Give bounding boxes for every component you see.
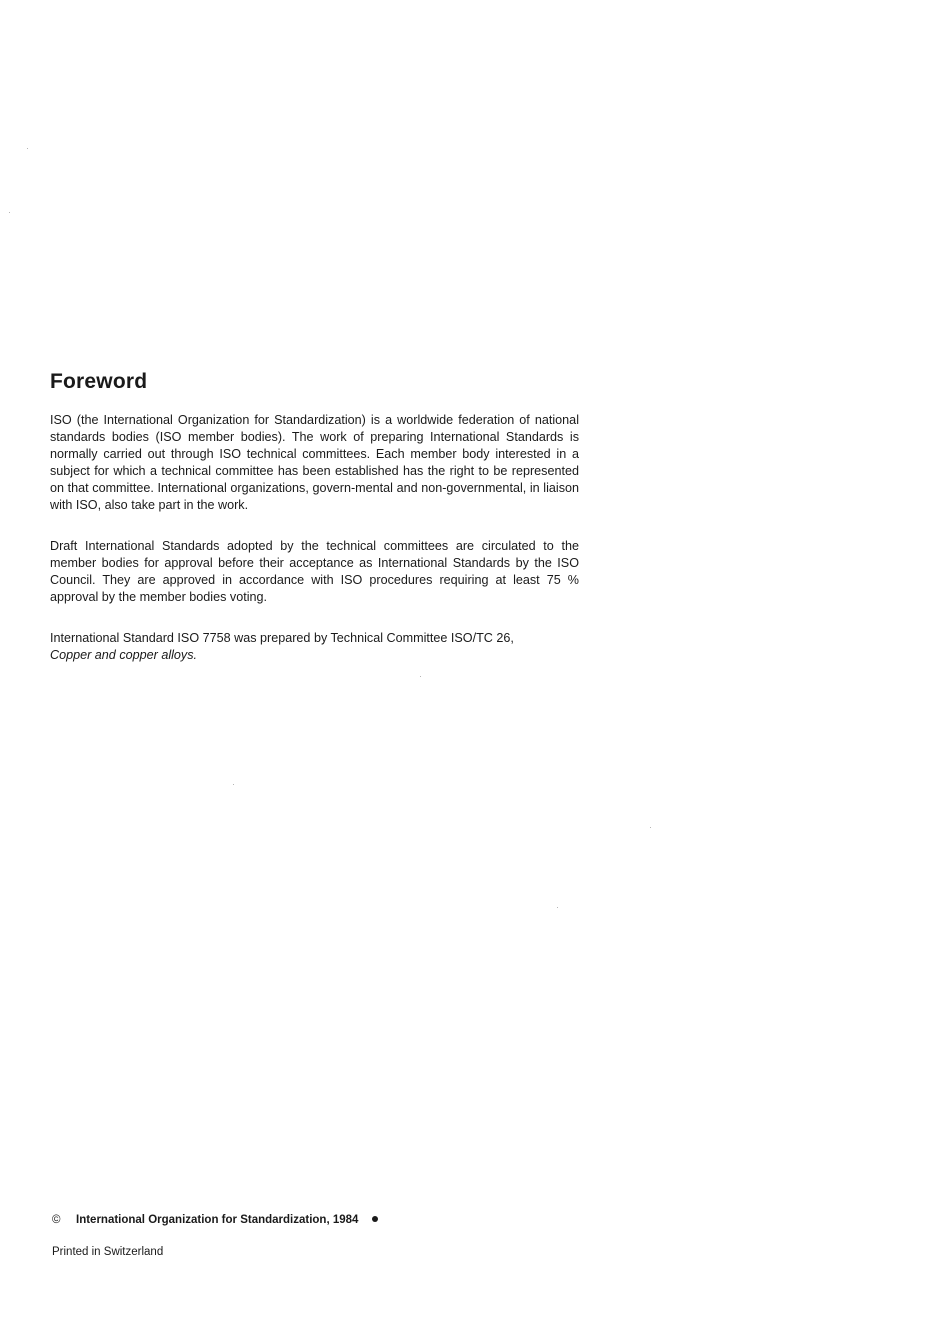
scan-speck xyxy=(9,212,10,213)
copyright-icon: © xyxy=(52,1214,61,1226)
foreword-paragraph-2: Draft International Standards adopted by the technical committees are circulated to the member bodies for approval before their acceptance as International Standards by the ISO Council. They are approved in accordance with ISO procedures requiring at least 75 % approval by the member bodies voting. xyxy=(50,539,579,604)
scan-speck xyxy=(557,907,558,908)
committee-statement: International Standard ISO 7758 was prepared by Technical Committee ISO/TC 26, xyxy=(50,631,514,645)
scan-speck xyxy=(27,148,28,149)
copyright-line xyxy=(52,1214,378,1226)
copyright-text: International Organization for Standardization, 1984 xyxy=(76,1214,359,1226)
scan-speck xyxy=(233,784,234,785)
scan-speck xyxy=(650,827,651,828)
foreword-paragraph-3 xyxy=(50,630,579,664)
bullet-icon xyxy=(372,1216,378,1222)
committee-title: Copper and copper alloys. xyxy=(50,648,198,662)
foreword-heading: Foreword xyxy=(50,370,148,393)
foreword-paragraph-1: ISO (the International Organization for Standardization) is a worldwide federation of national standards bodies (ISO member bodies). The work of preparing International Standards is normally carried out through ISO technical committees. Each member body interested in a subject for which a technical committee has been established has the right to be represented on that committee. International organizations, govern-mental and non-governmental, in liaison with ISO, also take part in the work. xyxy=(50,413,579,512)
printed-location: Printed in Switzerland xyxy=(52,1246,164,1258)
scan-speck xyxy=(420,676,421,677)
